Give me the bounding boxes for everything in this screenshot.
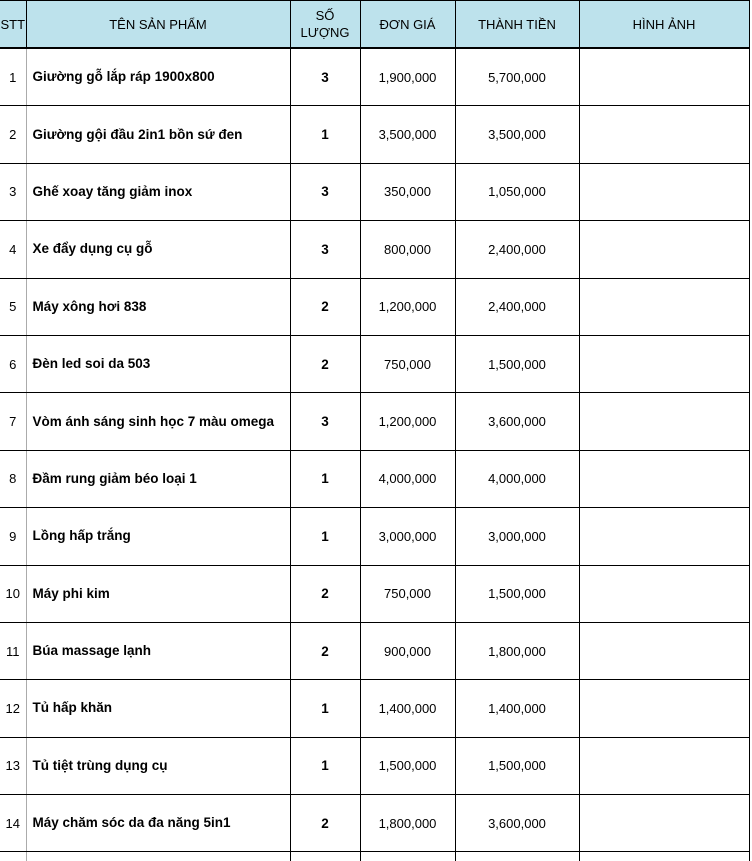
quantity-cell[interactable]: 2 <box>290 622 360 679</box>
image-cell[interactable] <box>579 278 749 335</box>
product-name-cell[interactable]: Lồng hấp trắng <box>26 508 290 565</box>
row-index-cell[interactable]: 12 <box>0 680 26 737</box>
product-name-cell[interactable]: Đèn led soi da 503 <box>26 335 290 392</box>
unit-price-cell[interactable]: 1,900,000 <box>360 48 455 106</box>
unit-price-cell[interactable]: 1,200,000 <box>360 278 455 335</box>
total-price-cell[interactable]: 3,600,000 <box>455 795 579 852</box>
partial-next-row <box>0 852 749 861</box>
image-cell[interactable] <box>579 106 749 163</box>
image-cell[interactable] <box>579 737 749 794</box>
row-index-cell[interactable]: 6 <box>0 335 26 392</box>
product-name-cell[interactable]: Xe đẩy dụng cụ gỗ <box>26 221 290 278</box>
image-cell[interactable] <box>579 48 749 106</box>
table-row <box>0 221 749 278</box>
table-row <box>0 737 749 794</box>
image-cell[interactable] <box>579 565 749 622</box>
unit-price-cell[interactable]: 3,500,000 <box>360 106 455 163</box>
unit-price-cell[interactable]: 1,400,000 <box>360 680 455 737</box>
image-cell[interactable] <box>579 335 749 392</box>
unit-price-cell[interactable]: 350,000 <box>360 163 455 220</box>
quantity-cell[interactable]: 1 <box>290 737 360 794</box>
product-name-cell[interactable]: Vòm ánh sáng sinh học 7 màu omega <box>26 393 290 450</box>
unit-price-cell[interactable]: 3,000,000 <box>360 508 455 565</box>
quantity-cell[interactable]: 3 <box>290 48 360 106</box>
column-header-image[interactable]: HÌNH ẢNH <box>579 1 749 49</box>
unit-price-cell[interactable]: 1,800,000 <box>360 795 455 852</box>
row-index-cell[interactable]: 7 <box>0 393 26 450</box>
table-header <box>0 1 749 49</box>
total-price-cell[interactable]: 5,700,000 <box>455 48 579 106</box>
image-cell[interactable] <box>579 622 749 679</box>
unit-price-cell[interactable]: 800,000 <box>360 221 455 278</box>
unit-price-cell[interactable]: 750,000 <box>360 565 455 622</box>
table-row <box>0 335 749 392</box>
table-row <box>0 393 749 450</box>
image-cell[interactable] <box>579 163 749 220</box>
column-header-total[interactable]: THÀNH TIỀN <box>455 1 579 49</box>
quantity-cell[interactable]: 2 <box>290 795 360 852</box>
quantity-cell[interactable]: 1 <box>290 106 360 163</box>
unit-price-cell[interactable]: 1,500,000 <box>360 737 455 794</box>
image-cell[interactable] <box>579 393 749 450</box>
product-name-cell[interactable]: Giường gội đầu 2in1 bồn sứ đen <box>26 106 290 163</box>
table-row <box>0 48 749 106</box>
total-price-cell[interactable]: 4,000,000 <box>455 450 579 507</box>
product-name-cell[interactable]: Máy phi kim <box>26 565 290 622</box>
image-cell[interactable] <box>579 450 749 507</box>
column-header-unit-price[interactable]: ĐƠN GIÁ <box>360 1 455 49</box>
quantity-cell[interactable]: 1 <box>290 680 360 737</box>
image-cell[interactable] <box>579 795 749 852</box>
unit-price-cell[interactable]: 750,000 <box>360 335 455 392</box>
row-index-cell[interactable]: 14 <box>0 795 26 852</box>
table-row <box>0 508 749 565</box>
product-name-cell[interactable]: Giường gỗ lắp ráp 1900x800 <box>26 48 290 106</box>
partial-cell <box>579 852 749 861</box>
product-name-cell[interactable]: Búa massage lạnh <box>26 622 290 679</box>
product-name-cell[interactable]: Tủ hấp khăn <box>26 680 290 737</box>
quantity-cell[interactable]: 3 <box>290 221 360 278</box>
unit-price-cell[interactable]: 1,200,000 <box>360 393 455 450</box>
product-name-cell[interactable]: Ghế xoay tăng giảm inox <box>26 163 290 220</box>
row-index-cell[interactable]: 4 <box>0 221 26 278</box>
row-index-cell[interactable]: 3 <box>0 163 26 220</box>
table-row <box>0 163 749 220</box>
image-cell[interactable] <box>579 680 749 737</box>
unit-price-cell[interactable]: 4,000,000 <box>360 450 455 507</box>
table-row <box>0 106 749 163</box>
row-index-cell[interactable]: 8 <box>0 450 26 507</box>
row-index-cell[interactable]: 1 <box>0 48 26 106</box>
quantity-cell[interactable]: 1 <box>290 450 360 507</box>
total-price-cell[interactable]: 1,050,000 <box>455 163 579 220</box>
column-header-quantity[interactable]: SỐ LƯỢNG <box>290 1 360 49</box>
column-header-product-name[interactable]: TÊN SẢN PHẨM <box>26 1 290 49</box>
total-price-cell[interactable]: 1,800,000 <box>455 622 579 679</box>
image-cell[interactable] <box>579 508 749 565</box>
partial-cell <box>0 852 26 861</box>
table-row <box>0 622 749 679</box>
product-name-cell[interactable]: Máy xông hơi 838 <box>26 278 290 335</box>
total-price-cell[interactable]: 3,000,000 <box>455 508 579 565</box>
quantity-cell[interactable]: 2 <box>290 335 360 392</box>
total-price-cell[interactable]: 2,400,000 <box>455 221 579 278</box>
row-index-cell[interactable]: 9 <box>0 508 26 565</box>
quantity-cell[interactable]: 2 <box>290 565 360 622</box>
total-price-cell[interactable]: 1,500,000 <box>455 565 579 622</box>
partial-cell <box>290 852 360 861</box>
row-index-cell[interactable]: 13 <box>0 737 26 794</box>
total-price-cell[interactable]: 2,400,000 <box>455 278 579 335</box>
product-name-cell[interactable]: Tủ tiệt trùng dụng cụ <box>26 737 290 794</box>
header-row <box>0 1 749 49</box>
partial-cell <box>26 852 290 861</box>
column-header-stt[interactable]: STT <box>0 1 26 49</box>
table-row <box>0 795 749 852</box>
quantity-cell[interactable]: 2 <box>290 278 360 335</box>
product-name-cell[interactable]: Đầm rung giảm béo loại 1 <box>26 450 290 507</box>
row-index-cell[interactable]: 11 <box>0 622 26 679</box>
partial-cell <box>455 852 579 861</box>
quantity-cell[interactable]: 3 <box>290 163 360 220</box>
table-row <box>0 450 749 507</box>
total-price-cell[interactable]: 1,400,000 <box>455 680 579 737</box>
table-body <box>0 48 749 861</box>
product-name-cell[interactable]: Máy chăm sóc da đa năng 5in1 <box>26 795 290 852</box>
table-row <box>0 680 749 737</box>
row-index-cell[interactable]: 5 <box>0 278 26 335</box>
row-index-cell[interactable]: 2 <box>0 106 26 163</box>
partial-cell <box>360 852 455 861</box>
table-row <box>0 278 749 335</box>
image-cell[interactable] <box>579 221 749 278</box>
unit-price-cell[interactable]: 900,000 <box>360 622 455 679</box>
total-price-cell[interactable]: 1,500,000 <box>455 335 579 392</box>
quantity-cell[interactable]: 3 <box>290 393 360 450</box>
total-price-cell[interactable]: 3,600,000 <box>455 393 579 450</box>
quantity-cell[interactable]: 1 <box>290 508 360 565</box>
row-index-cell[interactable]: 10 <box>0 565 26 622</box>
table-row <box>0 565 749 622</box>
total-price-cell[interactable]: 3,500,000 <box>455 106 579 163</box>
total-price-cell[interactable]: 1,500,000 <box>455 737 579 794</box>
